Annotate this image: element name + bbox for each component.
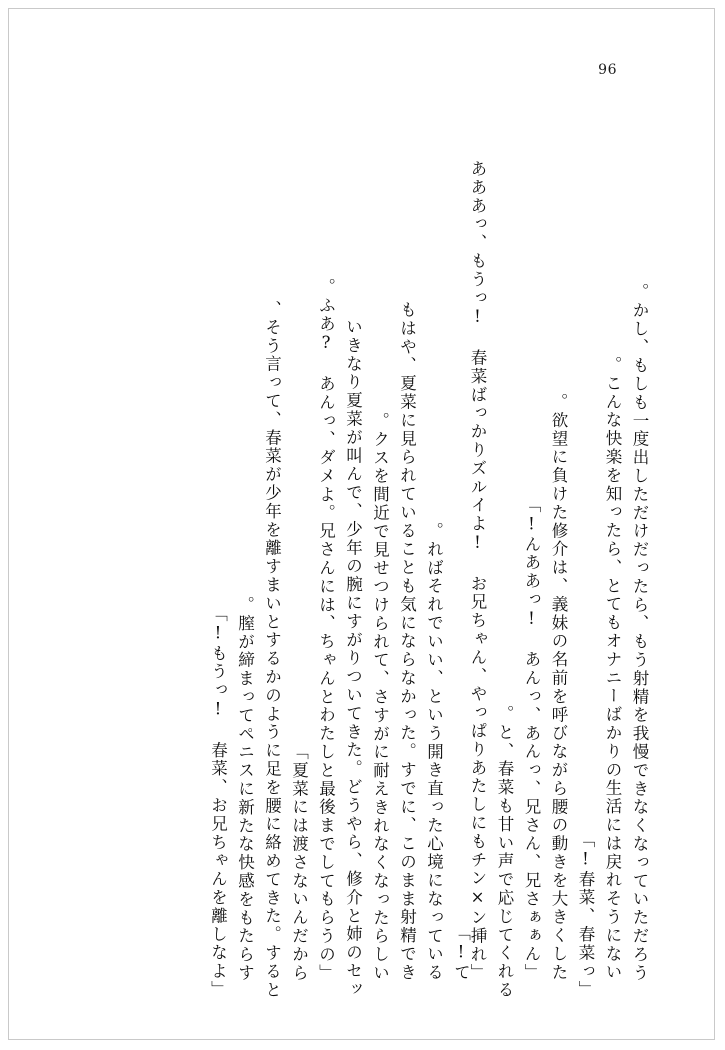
text-column: 「んああっ! あんっ、あんっ、兄さん、兄さぁぁん!」 xyxy=(522,496,541,982)
text-column: と、春菜も甘い声で応じてくれる。 xyxy=(495,704,514,999)
text-column: 「ふあ? あんっ、ダメよ。兄さんには、ちゃんとわたしと最後までしてもらうの。 xyxy=(316,277,336,982)
text-column: 「あああっ、もうっ! 春菜ばっかりズルイよ! お兄ちゃん、やっぱりあたしにもチン×ン挿れて!」 xyxy=(451,159,487,982)
text-column: こんな快楽を知ったら、とてもオナニーばかりの生活には戻れそうにない。 xyxy=(603,356,622,982)
text-column: 欲望に負けた修介は、義妹の名前を呼びながら腰の動きを大きくした。 xyxy=(549,393,568,982)
page-number: 96 xyxy=(598,62,617,78)
text-column: 夏菜には渡さないんだから」 xyxy=(289,742,309,982)
text-column: 「春菜、春菜っ!」 xyxy=(576,830,595,999)
text-column: 膣が締まってペニスに新たな快感をもたらす。 xyxy=(235,595,255,982)
text-column: ればそれでいい、という開き直った心境になっている。 xyxy=(424,521,444,982)
text-column: いきなり夏菜が叫んで、少年の腕にすがりついてきた。どうやら、修介と姉のセッ xyxy=(343,318,363,999)
text-column: そう言って、春菜が少年を離すまいとするかのように足を腰に絡めてきた。すると、 xyxy=(262,299,282,999)
text-column: 「もうっ! 春菜、お兄ちゃんを離しなよ!」 xyxy=(208,605,228,999)
vertical-text-body xyxy=(87,112,649,999)
text-column: かし、もしも一度出しただけだったら、もう射精を我慢できなくなっていただろう。 xyxy=(630,282,649,982)
text-column: もはや、夏菜に見られていることも気にならなかった。すでに、このまま射精でき xyxy=(397,301,417,982)
text-column: クスを間近で見せつけられて、さすがに耐えきれなくなったらしい。 xyxy=(370,411,390,982)
